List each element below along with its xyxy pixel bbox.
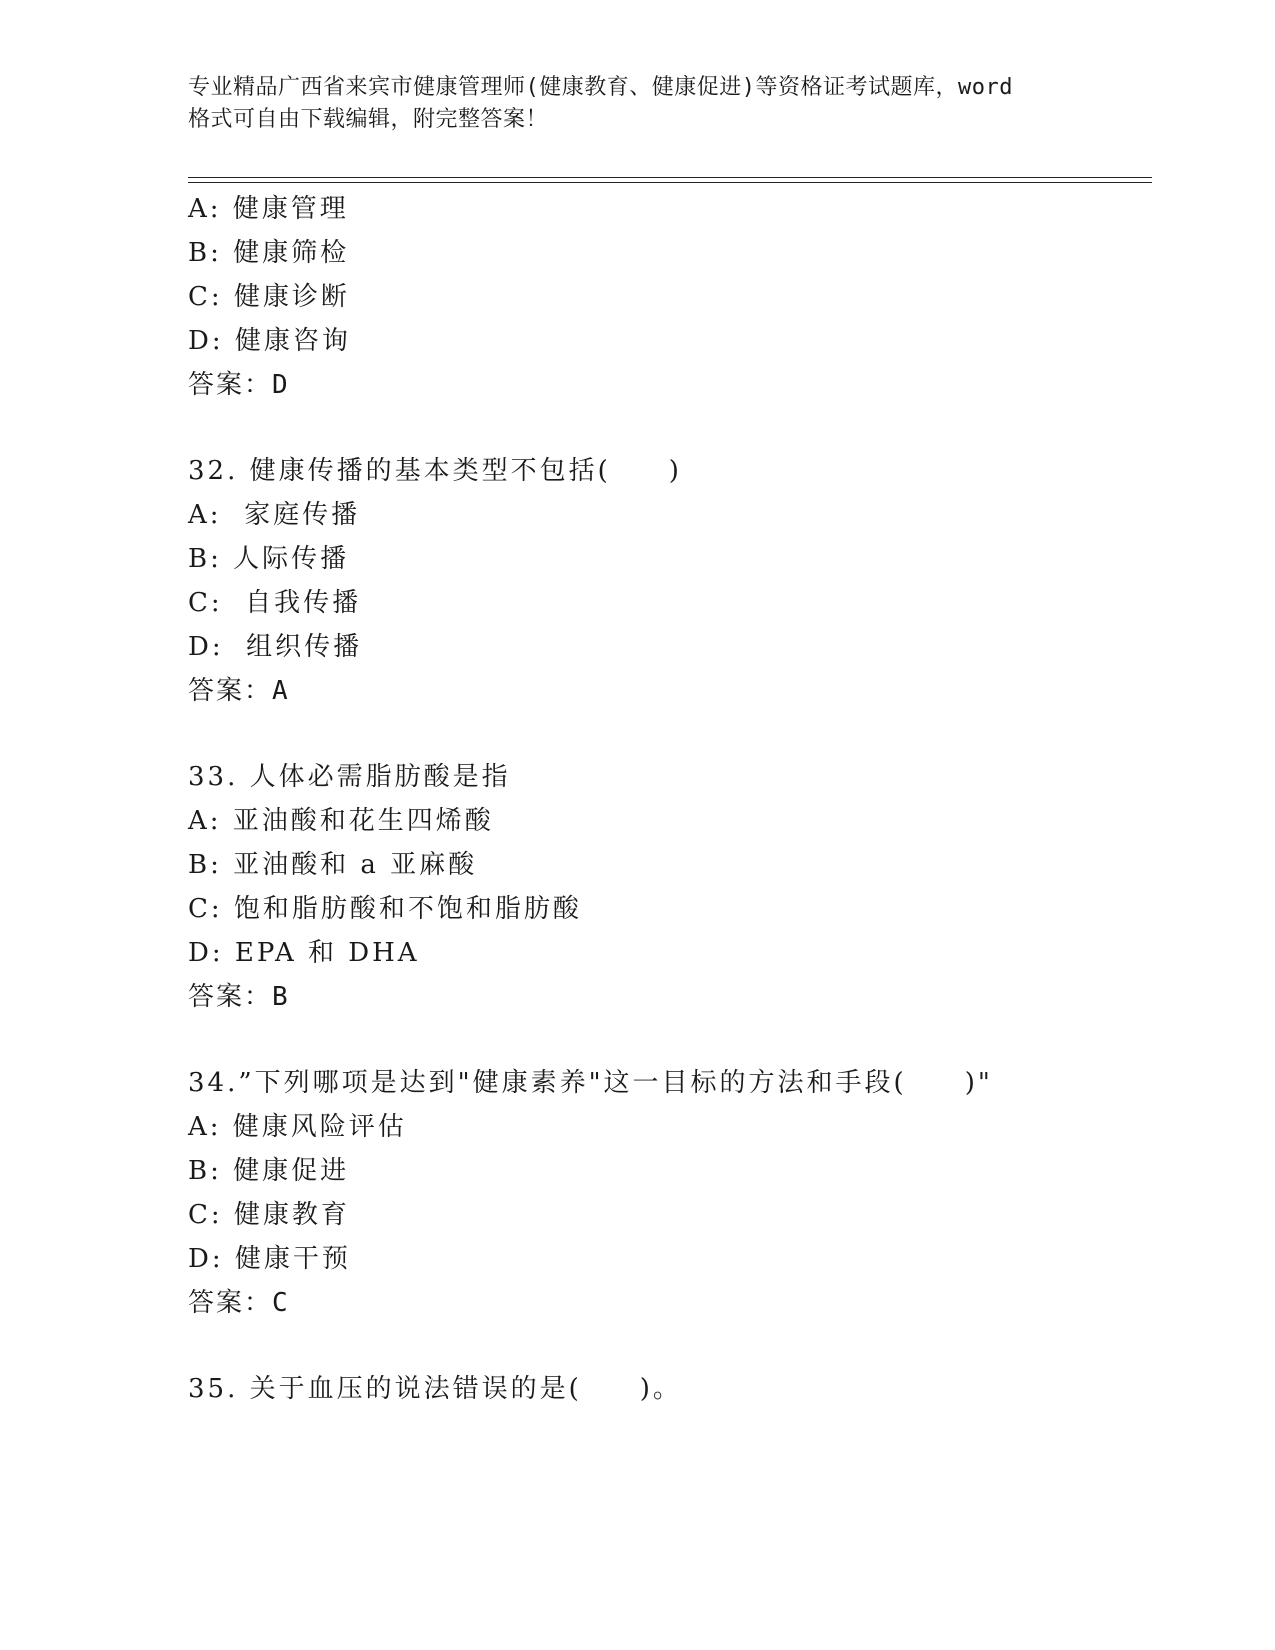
- q31-option-a: A: 健康管理: [188, 194, 349, 224]
- q31-answer: [188, 365, 290, 405]
- q33-stem: 33. 人体必需脂肪酸是指: [188, 762, 511, 792]
- q32-option-c: C: 自我传播: [188, 588, 362, 618]
- q32-option-d: D: 组织传播: [188, 632, 363, 662]
- q34-option-d: D: 健康干预: [188, 1244, 351, 1274]
- header-divider-bottom: [188, 182, 1152, 183]
- q34-option-b: B: 健康促进: [188, 1156, 350, 1186]
- answer-label: 答案：: [188, 370, 273, 400]
- answer-value: A: [272, 676, 290, 706]
- q31-option-c: C: 健康诊断: [188, 282, 350, 312]
- header-line-1: 专业精品广西省来宾市健康管理师(健康教育、健康促进)等资格证考试题库，word: [188, 75, 1013, 100]
- q33-answer: [188, 977, 290, 1017]
- q31-option-d: D: 健康咨询: [188, 326, 351, 356]
- q34-option-c: C: 健康教育: [188, 1200, 350, 1230]
- q32-stem: 32. 健康传播的基本类型不包括( ): [188, 456, 682, 486]
- header-line-2: 格式可自由下载编辑，附完整答案！: [188, 107, 549, 132]
- q32-option-a: A: 家庭传播: [188, 500, 361, 530]
- q33-option-a: A: 亚油酸和花生四烯酸: [188, 806, 494, 836]
- q32-option-b: B: 人际传播: [188, 544, 350, 574]
- q31-option-b: B: 健康筛检: [188, 238, 350, 268]
- q34-option-a: A: 健康风险评估: [188, 1112, 407, 1142]
- document-header: [188, 72, 1088, 136]
- q33-option-b: B: 亚油酸和 a 亚麻酸: [188, 850, 478, 880]
- q34-stem: 34.”下列哪项是达到"健康素养"这一目标的方法和手段( )": [188, 1068, 993, 1098]
- answer-value: B: [272, 982, 290, 1012]
- q33-option-d: D: EPA 和 DHA: [188, 938, 420, 968]
- q34-answer: [188, 1283, 290, 1323]
- answer-label: 答案：: [188, 982, 273, 1012]
- answer-label: 答案：: [188, 676, 273, 706]
- q32-answer: [188, 671, 290, 711]
- header-divider-top: [188, 177, 1152, 178]
- q33-option-c: C: 饱和脂肪酸和不饱和脂肪酸: [188, 894, 582, 924]
- q35-stem: 35. 关于血压的说法错误的是( )。: [188, 1374, 682, 1404]
- answer-value: C: [272, 1288, 290, 1318]
- answer-value: D: [272, 370, 290, 400]
- answer-label: 答案：: [188, 1288, 273, 1318]
